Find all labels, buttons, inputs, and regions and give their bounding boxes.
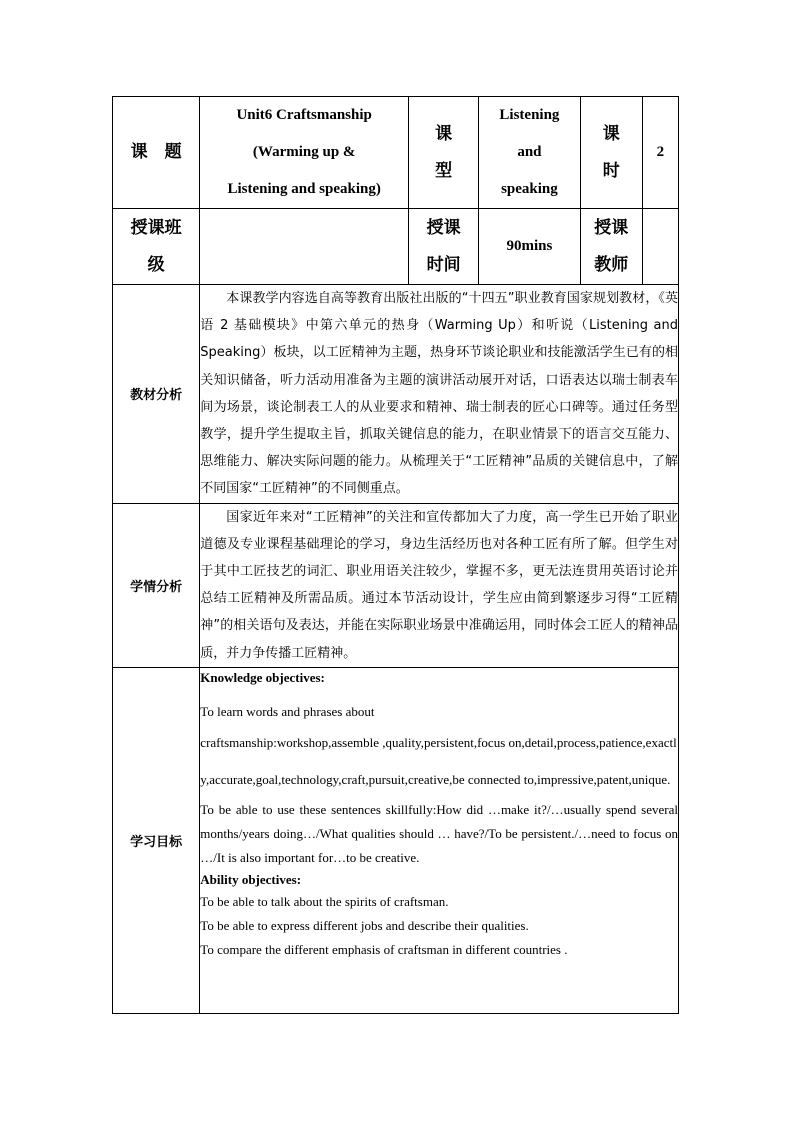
time-label xyxy=(409,209,479,285)
time-label-line: 时间 xyxy=(426,254,461,275)
topic-title xyxy=(200,97,409,209)
student-analysis-row xyxy=(113,503,679,667)
lesson-plan-table xyxy=(112,96,679,1014)
class-label-line: 授课班 xyxy=(130,217,182,238)
learning-objectives-row xyxy=(113,667,679,1013)
topic-title-line: Unit6 Craftsmanship xyxy=(236,107,372,123)
class-label-line: 级 xyxy=(147,254,165,275)
student-analysis-text: 国家近年来对“工匠精神”的关注和宣传都加大了力度，高一学生已开始了职业道德及专业课程基础理论的学习，身边生活经历也对各种工匠有所了解。但学生对于其中工匠技艺的词汇、职业用语关注较少，掌握不多，更无法连贯用英语讨论并总结工匠精神及所需品质。通过本节活动设计，学生应由简到繁逐步习得“工匠精神”的相关语句及表达，并能在实际职业场景中准确运用，同时体会工匠人的精神品质，并力争传播工匠精神。 xyxy=(200,503,679,667)
time-value: 90mins xyxy=(479,209,580,285)
knowledge-heading: Knowledge objectives: xyxy=(200,669,325,685)
ability-item: To be able to talk about the spirits of craftsman. xyxy=(200,893,449,909)
ability-heading: Ability objectives: xyxy=(200,871,302,887)
type-label xyxy=(409,97,479,209)
topic-title-line: Listening and speaking) xyxy=(227,181,381,197)
topic-label: 课 题 xyxy=(113,97,200,209)
hours-value: 2 xyxy=(642,97,678,209)
material-analysis-text: 本课教学内容选自高等教育出版社出版的“十四五”职业教育国家规划教材，《英语 2 基础模块》中第六单元的热身（Warming Up）和听说（Listening and Speaking）板块，以工匠精神为主题，热身环节谈论职业和技能激活学生已有的相关知识储备，听力活动用准备为主题的演讲活动展开对话，口语表达以瑞士制表车间为场景，谈论制表工人的从业要求和精神、瑞士制表的匠心口碑等。通过任务型教学，提升学生提取主旨，抓取关键信息的能力，在职业情景下的语言交互能力、思维能力、解决实际问题的能力。从梳理关于“工匠精神”品质的关键信息中，了解不同国家“工匠精神”的不同侧重点。 xyxy=(200,285,679,504)
material-analysis-row xyxy=(113,285,679,504)
material-analysis-label: 教材分析 xyxy=(113,285,200,504)
hours-label-line: 课 xyxy=(602,123,620,144)
type-value xyxy=(479,97,580,209)
type-label-line: 课 xyxy=(435,123,453,144)
header-row xyxy=(113,97,679,209)
topic-title-line: (Warming up & xyxy=(252,144,356,160)
knowledge-words: craftsmanship:workshop,assemble ,quality,persistent,focus on,detail,process,patience,exactly,accurate,goal,technology,craft,pursuit,creative,be connected to,impressive,patent,unique. xyxy=(200,734,677,787)
teacher-value xyxy=(642,209,678,285)
learning-objectives-content xyxy=(200,667,679,1013)
learning-objectives-label: 学习目标 xyxy=(113,667,200,1013)
class-label xyxy=(113,209,200,285)
type-value-line: and xyxy=(517,144,542,160)
knowledge-intro: To learn words and phrases about xyxy=(200,703,375,719)
knowledge-sentences: To be able to use these sentences skillfully:How did …make it?/…usually spend several months/years doing…/What qualities should … have?/To be persistent./…need to focus on …/It is also important for…to be creative. xyxy=(200,801,678,865)
class-value xyxy=(200,209,409,285)
teacher-label-line: 授课 xyxy=(594,217,629,238)
hours-label xyxy=(580,97,642,209)
class-info-row xyxy=(113,209,679,285)
teacher-label xyxy=(580,209,642,285)
type-label-line: 型 xyxy=(435,160,453,181)
ability-item: To be able to express different jobs and describe their qualities. xyxy=(200,917,529,933)
ability-item: To compare the different emphasis of craftsman in different countries . xyxy=(200,941,568,957)
teacher-label-line: 教师 xyxy=(594,254,629,275)
type-value-line: Listening xyxy=(499,107,560,123)
type-value-line: speaking xyxy=(501,181,558,197)
student-analysis-label: 学情分析 xyxy=(113,503,200,667)
hours-label-line: 时 xyxy=(602,160,620,181)
time-label-line: 授课 xyxy=(426,217,461,238)
